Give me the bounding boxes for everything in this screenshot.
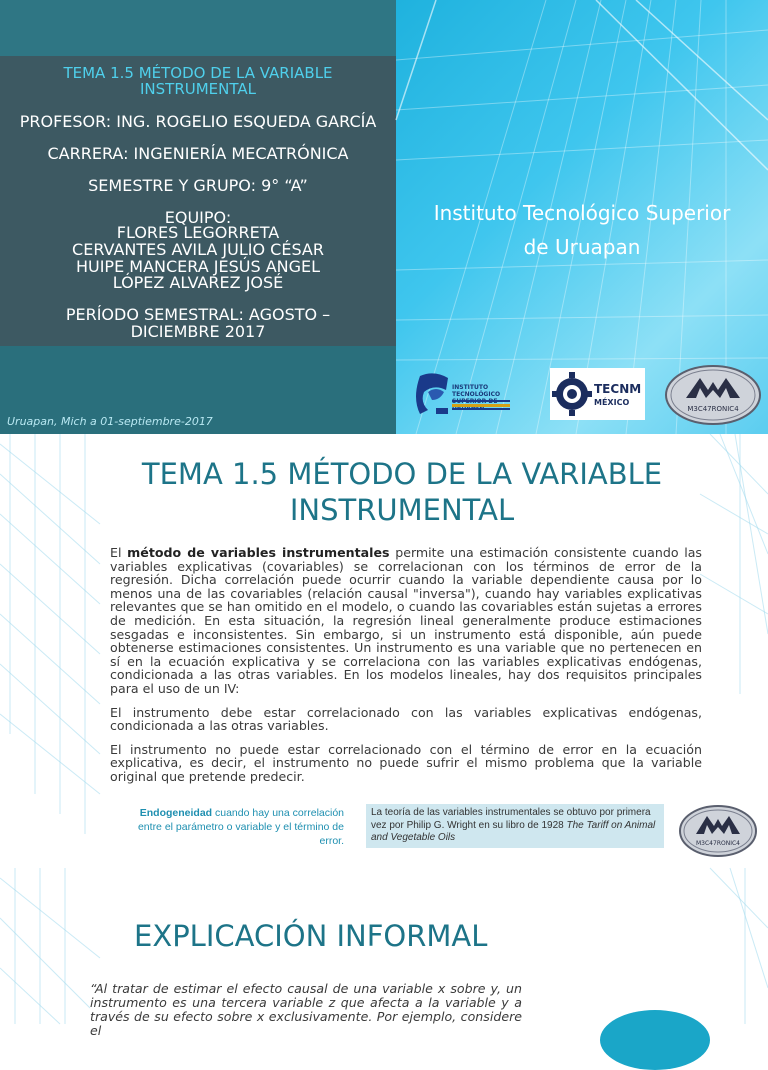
cover-date: Uruapan, Mich a 01-septiembre-2017 [7,415,213,428]
slide-title: EXPLICACIÓN INFORMAL [134,919,488,953]
mecatronica-emblem-icon [678,804,758,858]
itsu-underline-bars [416,370,528,420]
paragraph-text: El [110,545,128,560]
cover-member: HUIPE MANCERA JESÚS ANGEL [75,257,321,276]
cover-info-panel [0,56,396,346]
explanation-slide [0,868,768,1038]
history-note-box [366,804,664,848]
slide-title: TEMA 1.5 MÉTODO DE LA VARIABLE INSTRUMENTAL [141,457,663,527]
cover-title: TEMA 1.5 MÉTODO DE LA VARIABLE INSTRUMENTAL [63,64,333,98]
paragraph-requirement-2: El instrumento no puede estar correlacionado con el término de error en la ecuación explicativa, es decir, el instrumento no puede sufrir el mismo problema que la variable original que pretende predecir. [110,741,702,784]
tecnm-mexico-text: MÉXICO [594,398,630,407]
mecatronica-logo-text: M3C47RONIC4 [687,405,739,413]
history-note-text: La teoría de las variables instrumentales se obtuvo por primera vez por Philip G. Wright en su libro de 1928 [371,807,651,831]
endogeneidad-note [120,806,344,848]
institute-name [396,196,768,264]
mecatronica-logo [664,364,762,426]
cover-carrera: CARRERA: INGENIERÍA MECATRÓNICA [47,144,349,163]
cover-member: FLORES LEGORRETA [116,223,280,242]
mecatronica-emblem-icon [664,364,762,426]
cover-profesor: PROFESOR: ING. ROGELIO ESQUEDA GARCÍA [19,112,377,131]
paragraph-definition [110,546,702,696]
itsu-logo-line1: INSTITUTO TECNOLÓGICO [452,384,501,398]
mecatronica-logo [678,804,758,858]
tecnm-gear-icon [552,370,592,418]
itsu-logo [416,370,528,420]
slide-body [110,546,702,794]
decorative-circle [600,1010,710,1070]
cover-periodo-2: DICIEMBRE 2017 [130,322,266,341]
paragraph-requirement-1: El instrumento debe estar correlacionado con las variables explicativas endógenas, condicionada a las otras variables. [110,704,702,734]
cover-equipo-label: EQUIPO: [164,208,232,227]
institute-name-line1: Instituto Tecnológico Superior [433,201,731,225]
tecnm-logo-text: TECNM [594,382,642,396]
cover-top-band [0,0,396,56]
endogeneidad-term: Endogeneidad [139,807,213,819]
cover-periodo: PERÍODO SEMESTRAL: AGOSTO – [65,305,331,324]
cover-member: LÓPEZ ALVAREZ JOSÉ [112,273,284,292]
term-bold: método de variables instrumentales [127,545,390,560]
book-title: The Tariff on Animal and Vegetable Oils [371,819,656,843]
institute-name-line2: de Uruapan [523,235,641,259]
cover-slide [0,0,768,434]
cover-member: CERVANTES AVILA JULIO CÉSAR [72,240,324,259]
tecnm-logo [550,368,645,420]
content-slide [0,434,768,868]
cover-semestre: SEMESTRE Y GRUPO: 9° “A” [88,176,308,195]
paragraph-text: permite una estimación consistente cuando las variables explicativas (covariables) se correlacionan con los términos de error de la regresión. Dicha correlación puede ocurrir cuando la variable dependiente causa por lo menos una de las covariables (relación causal "inversa"), cuando hay variables explicativas relevantes que se han omitido en el modelo, o cuando las covariables están sujetas a errores de medición. En esta situación, la regresión lineal generalmente produce estimaciones sesgadas e inconsistentes. Sin embargo, si un instrumento está disponible, aún puede obtenerse estimaciones consistentes. Un instrumento es una variable que no pertenecen en sí en la ecuación explicativa y se correlaciona con las variables explicativas endógenas, condicionada a las otras variables. En los modelos lineales, hay dos requisitos principales para el uso de un IV: [110,545,702,696]
endogeneidad-text: cuando hay una correlación entre el parámetro o variable y el término de error. [137,807,344,847]
quote-text: “Al tratar de estimar el efecto causal de una variable x sobre y, un instrumento es una tercera variable z que afecta a la variable y a través de su efecto sobre x exclusivamente. Por ejemplo, considere el [90,981,522,1038]
mecatronica-logo-text: M3C47RONIC4 [696,840,740,847]
